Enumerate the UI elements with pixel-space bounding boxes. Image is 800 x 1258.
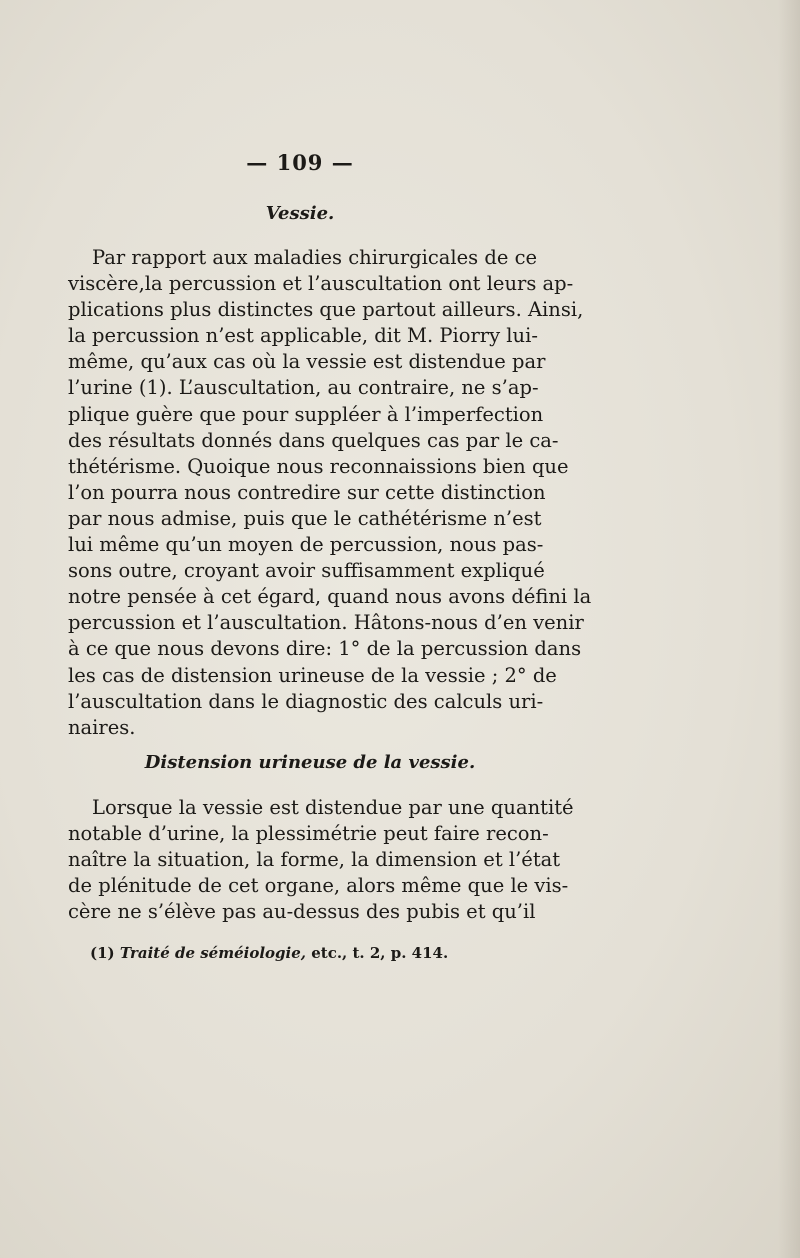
text-line: l’urine (1). L’auscultation, au contraire, ne s’ap-: [68, 376, 539, 400]
text-line: plications plus distinctes que partout ailleurs. Ainsi,: [68, 298, 584, 322]
page-number: — 109 —: [246, 150, 354, 175]
text-line: Lorsque la vessie est distendue par une quantité: [92, 796, 574, 819]
text-line: Par rapport aux maladies chirurgicales de ce: [92, 246, 538, 269]
text-line: des résultats donnés dans quelques cas par le ca-: [68, 428, 559, 452]
subheading-distension: Distension urineuse de la vessie.: [144, 752, 476, 773]
footnote: [90, 944, 448, 962]
text-line: de plénitude de cet organe, alors même que le vis-: [68, 874, 569, 898]
text-line: même, qu’aux cas où la vessie est distendue par: [68, 350, 546, 374]
text-line: notable d’urine, la plessimétrie peut faire recon-: [68, 822, 549, 846]
text-line: naires.: [68, 715, 136, 739]
footnote-title: Traité de séméiologie,: [119, 944, 306, 962]
text-line: par nous admise, puis que le cathétérisme n’est: [68, 506, 542, 530]
text-line: sons outre, croyant avoir suffisamment expliqué: [68, 559, 545, 583]
text-line: viscère,la percussion et l’auscultation ont leurs ap-: [68, 272, 574, 296]
footnote-reference: etc., t. 2, p. 414.: [311, 944, 449, 962]
text-line: plique guère que pour suppléer à l’imperfection: [68, 402, 544, 426]
page-edge-shadow: [778, 0, 800, 1258]
text-line: percussion et l’auscultation. Hâtons-nous d’en venir: [68, 611, 584, 635]
text-line: les cas de distension urineuse de la vessie ; 2° de: [68, 663, 557, 687]
text-line: thétérisme. Quoique nous reconnaissions bien que: [68, 454, 569, 478]
footnote-marker: (1): [90, 944, 115, 962]
text-line: l’on pourra nous contredire sur cette distinction: [68, 480, 546, 504]
paragraph-vessie: [68, 245, 592, 741]
paragraph-distension: [68, 795, 574, 925]
text-line: notre pensée à cet égard, quand nous avons défini la: [68, 585, 592, 609]
section-title: Vessie.: [265, 203, 335, 224]
text-line: la percussion n’est applicable, dit M. Piorry lui-: [68, 324, 538, 348]
text-line: naître la situation, la forme, la dimension et l’état: [68, 848, 561, 872]
text-line: lui même qu’un moyen de percussion, nous pas-: [68, 533, 544, 557]
text-line: à ce que nous devons dire: 1° de la percussion dans: [68, 637, 582, 661]
text-line: l’auscultation dans le diagnostic des calculs uri-: [68, 689, 544, 713]
text-line: cère ne s’élève pas au-dessus des pubis et qu’il: [68, 900, 536, 924]
